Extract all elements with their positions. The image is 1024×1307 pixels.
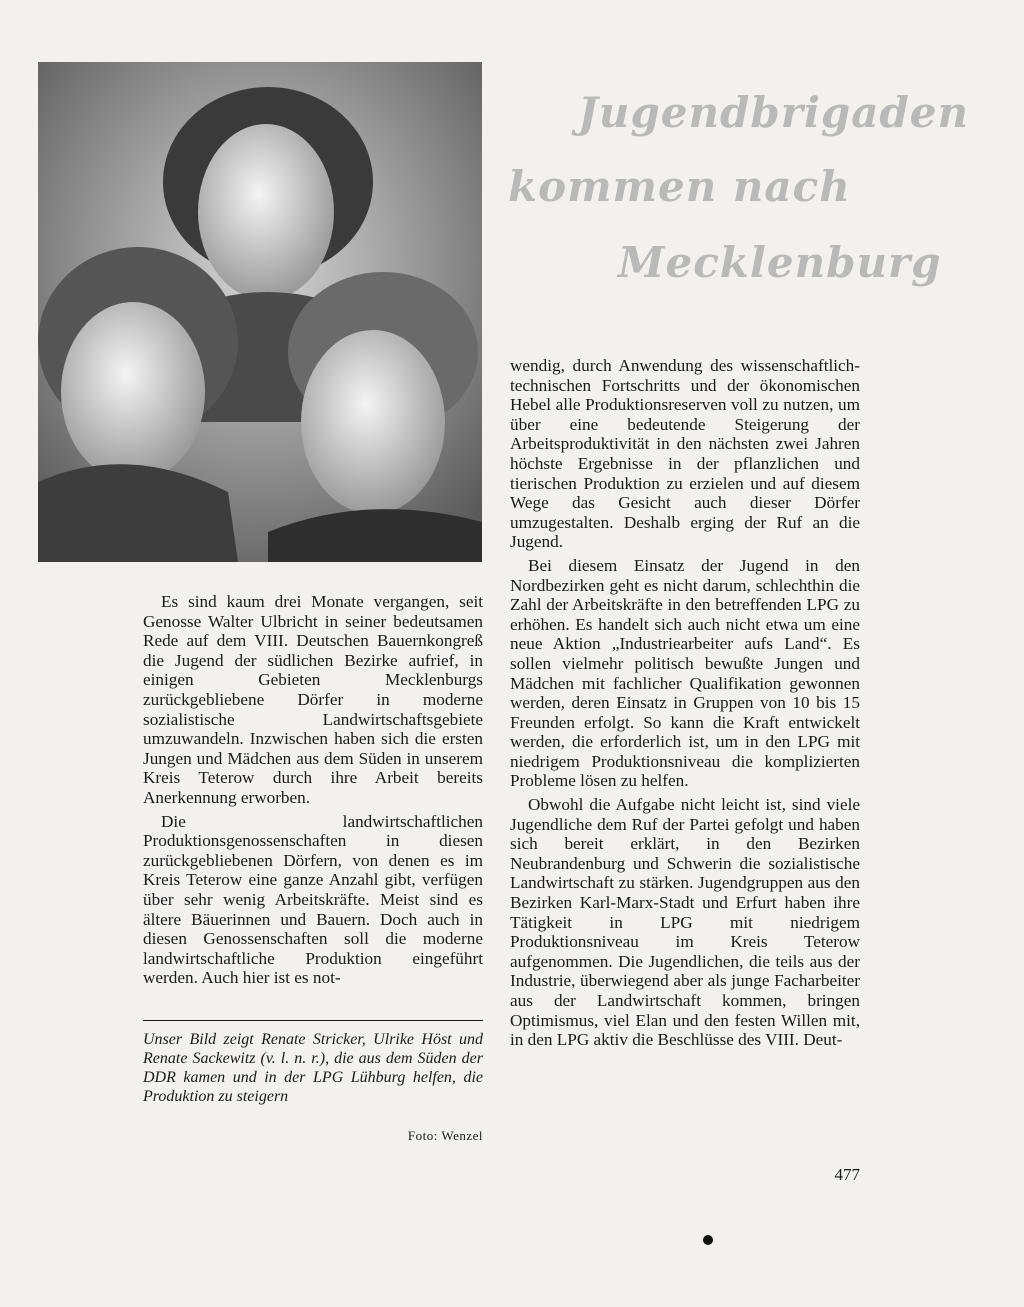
punch-hole-dot	[703, 1235, 713, 1245]
body-paragraph: Bei diesem Einsatz der Jugend in den Nordbezirken geht es nicht darum, schlechthin die Zahl der Arbeitskräfte in den betreffenden LPG zu erhöhen. Es handelt sich auch nicht etwa um eine neue Aktion „Industriearbeiter aufs Land“. Es sollen vielmehr politisch bewußte Jungen und Mädchen mit fachlicher Qualifikation gewonnen werden, deren Einsatz in Gruppen von 10 bis 15 Freunden erfolgt. So kann die Kraft entwickelt werden, die erforderlich ist, um in den LPG mit niedrigem Produktionsniveau die komplizierten Probleme lösen zu helfen.	[510, 555, 860, 791]
caption-divider	[143, 1020, 483, 1021]
page-number: 477	[834, 1165, 860, 1184]
body-paragraph: Es sind kaum drei Monate vergangen, seit Genosse Walter Ulbricht in seiner bedeutsamen Rede auf dem VIII. Deutschen Bauernkongreß die Jugend der südlichen Bezirke aufrief, in einigen Gebieten Mecklenburgs zurückgebliebene Dörfer in moderne sozialistische Landwirtschaftsgebiete umzuwandeln. Inzwischen haben sich die ersten Jungen und Mädchen aus dem Süden in unserem Kreis Teterow durch ihre Arbeit bereits Anerkennung erworben.	[143, 592, 483, 807]
title-line-2: kommen nach	[508, 162, 851, 211]
body-paragraph: wendig, durch Anwendung des wissenschaftlich-technischen Fortschritts und der ökonomischen Hebel alle Produktionsreserven voll zu nutzen, um über eine bedeutende Steigerung der Arbeitsproduktivität in den nächsten zwei Jahren höchste Ergebnisse in der pflanzlichen und tierischen Produktion zu erzielen und auf diesem Wege das Gesicht auch dieser Dörfer umzugestalten. Deshalb erging der Ruf an die Jugend.	[510, 356, 860, 552]
left-column	[143, 592, 483, 988]
title-line-1: Jugendbrigaden	[578, 88, 970, 137]
body-paragraph: Die landwirtschaftlichen Produktionsgenossenschaften in diesen zurückgebliebenen Dörfern, von denen es im Kreis Teterow eine ganze Anzahl gibt, verfügen über sehr wenig Arbeitskräfte. Meist sind es ältere Bäuerinnen und Bauern. Doch auch in diesen Genossenschaften soll die moderne landwirtschaftliche Produktion eingeführt werden. Auch hier ist es not-	[143, 811, 483, 988]
photo-credit: Foto: Wenzel	[407, 1128, 483, 1143]
right-column	[510, 356, 860, 1050]
title-line-3: Mecklenburg	[618, 238, 942, 287]
article-title	[500, 80, 970, 310]
body-paragraph: Obwohl die Aufgabe nicht leicht ist, sind viele Jugendliche dem Ruf der Partei gefolgt und haben sich bereit erklärt, in den Bezirken Neubrandenburg und Schwerin die sozialistische Landwirtschaft zu stärken. Jugendgruppen aus den Bezirken Karl-Marx-Stadt und Erfurt haben ihre Tätigkeit in LPG mit niedrigem Produktionsniveau im Kreis Teterow aufgenommen. Die Jugendlichen, die teils aus der Industrie, überwiegend aber als junge Facharbeiter aus der Landwirtschaft kommen, bringen Optimismus, viel Elan und den festen Willen mit, in den LPG aktiv die Beschlüsse des VIII. Deut-	[510, 795, 860, 1050]
photo-caption: Unser Bild zeigt Renate Stricker, Ulrike Höst und Renate Sackewitz (v. l. n. r.), die aus dem Süden der DDR kamen und in der LPG Lühburg helfen, die Produktion zu steigern	[143, 1031, 483, 1105]
photo-illustration	[38, 62, 482, 562]
portrait-photo	[38, 62, 482, 562]
